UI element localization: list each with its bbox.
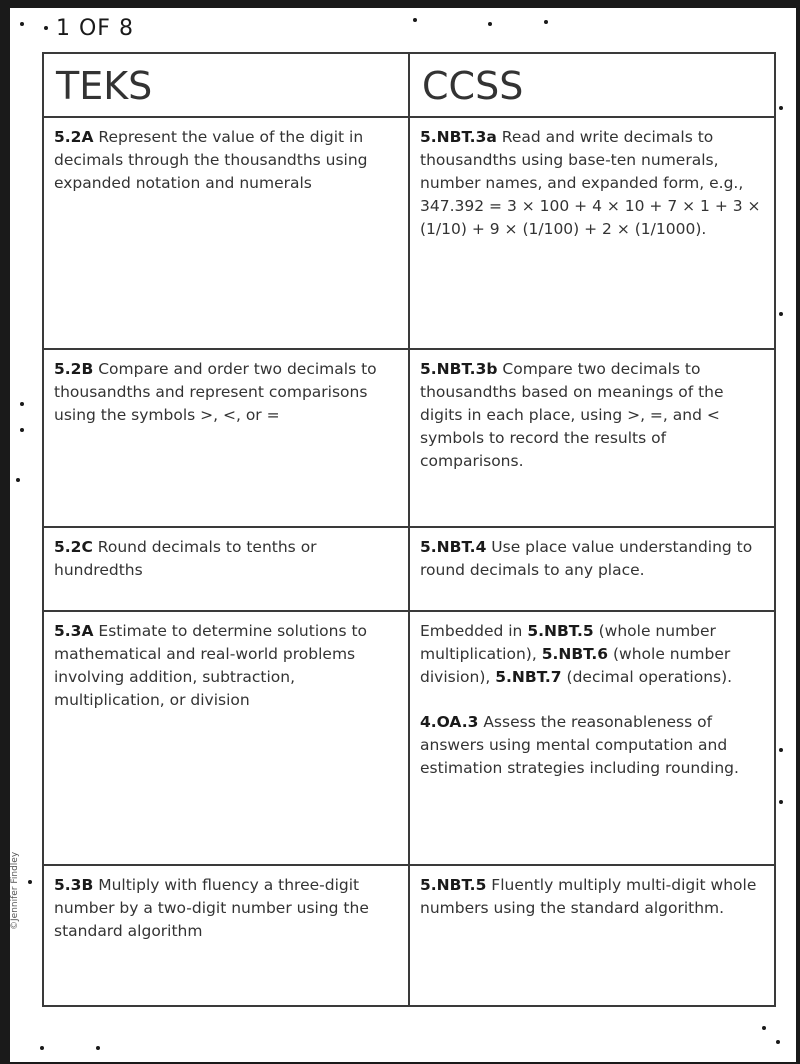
- standard-text: Estimate to determine solutions to mathematical and real-world problems involving addition, subtraction, multiplication, or division: [54, 622, 368, 709]
- standard-text: Multiply with fluency a three-digit number by a two-digit number using the standard algorithm: [54, 876, 369, 940]
- standard-code: 5.NBT.5: [420, 876, 487, 894]
- decor-dot: [20, 402, 24, 406]
- standard-text: Round decimals to tenths or hundredths: [54, 538, 317, 579]
- table-row: [43, 527, 775, 611]
- standard-code: 5.3B: [54, 876, 94, 894]
- teks-cell: [43, 117, 409, 349]
- standards-crosswalk-table: [42, 52, 776, 1007]
- ccss-cell: [409, 349, 775, 527]
- table-row: [43, 611, 775, 865]
- standard-text: Assess the reasonableness of answers using mental computation and estimation strategies including rounding.: [420, 713, 739, 777]
- decor-dot: [96, 1046, 100, 1050]
- ccss-cell: [409, 865, 775, 1006]
- teks-header: TEKS: [43, 53, 409, 117]
- standard-code: 5.2B: [54, 360, 94, 378]
- decor-dot: [779, 800, 783, 804]
- ccss-cell: [409, 611, 775, 865]
- table-row: [43, 865, 775, 1006]
- standard-text: Compare two decimals to thousandths based on meanings of the digits in each place, using >, =, and < symbols to record the results of comparisons.: [420, 360, 724, 470]
- standard-text: (decimal operations).: [566, 668, 733, 686]
- standard-code: 5.2A: [54, 128, 94, 146]
- teks-cell: [43, 527, 409, 611]
- decor-dot: [44, 26, 48, 30]
- decor-dot: [779, 312, 783, 316]
- header-row: [43, 53, 775, 117]
- standard-text: Fluently multiply multi-digit whole numbers using the standard algorithm.: [420, 876, 757, 917]
- standard-code: 5.NBT.4: [420, 538, 487, 556]
- standard-text: (whole number division),: [420, 645, 731, 686]
- ccss-header: CCSS: [409, 53, 775, 117]
- standard-code: 5.NBT.6: [541, 645, 609, 663]
- decor-dot: [544, 20, 548, 24]
- decor-dot: [16, 478, 20, 482]
- spacer: [420, 689, 764, 711]
- copyright-credit: ©Jennifer Findley: [10, 851, 20, 930]
- standard-text: Read and write decimals to thousandths using base-ten numerals, number names, and expanded form, e.g., 347.392 = 3 × 100 + 4 × 10 + 7 × 1 + 3 × (1/10) + 9 × (1/100) + 2 × (1/1000).: [420, 128, 761, 238]
- standard-code: 5.NBT.7: [495, 668, 562, 686]
- standard-code: 5.NBT.5: [527, 622, 594, 640]
- standard-code: 5.2C: [54, 538, 93, 556]
- standard-code: 5.NBT.3b: [420, 360, 498, 378]
- table-row: [43, 117, 775, 349]
- standard-code: 5.3A: [54, 622, 94, 640]
- ccss-cell: [409, 527, 775, 611]
- table-row: [43, 349, 775, 527]
- decor-dot: [779, 748, 783, 752]
- decor-dot: [40, 1046, 44, 1050]
- decor-dot: [762, 1026, 766, 1030]
- page-number: 1 OF 8: [56, 16, 134, 41]
- standard-text: Represent the value of the digit in decimals through the thousandths using expanded notation and numerals: [54, 128, 368, 192]
- decor-dot: [413, 18, 417, 22]
- teks-cell: [43, 865, 409, 1006]
- teks-cell: [43, 349, 409, 527]
- embedded-prefix: Embedded in: [420, 622, 523, 640]
- decor-dot: [20, 428, 24, 432]
- standard-text: (whole number multiplication),: [420, 622, 716, 663]
- decor-dot: [20, 22, 24, 26]
- decor-dot: [776, 1040, 780, 1044]
- teks-cell: [43, 611, 409, 865]
- standard-text: Use place value understanding to round decimals to any place.: [420, 538, 753, 579]
- decor-dot: [28, 880, 32, 884]
- ccss-cell: [409, 117, 775, 349]
- decor-dot: [488, 22, 492, 26]
- standard-code: 5.NBT.3a: [420, 128, 497, 146]
- decor-dot: [779, 106, 783, 110]
- standard-text: Compare and order two decimals to thousandths and represent comparisons using the symbols >, <, or =: [54, 360, 377, 424]
- standard-code: 4.OA.3: [420, 713, 479, 731]
- embedded-standards: [420, 620, 764, 689]
